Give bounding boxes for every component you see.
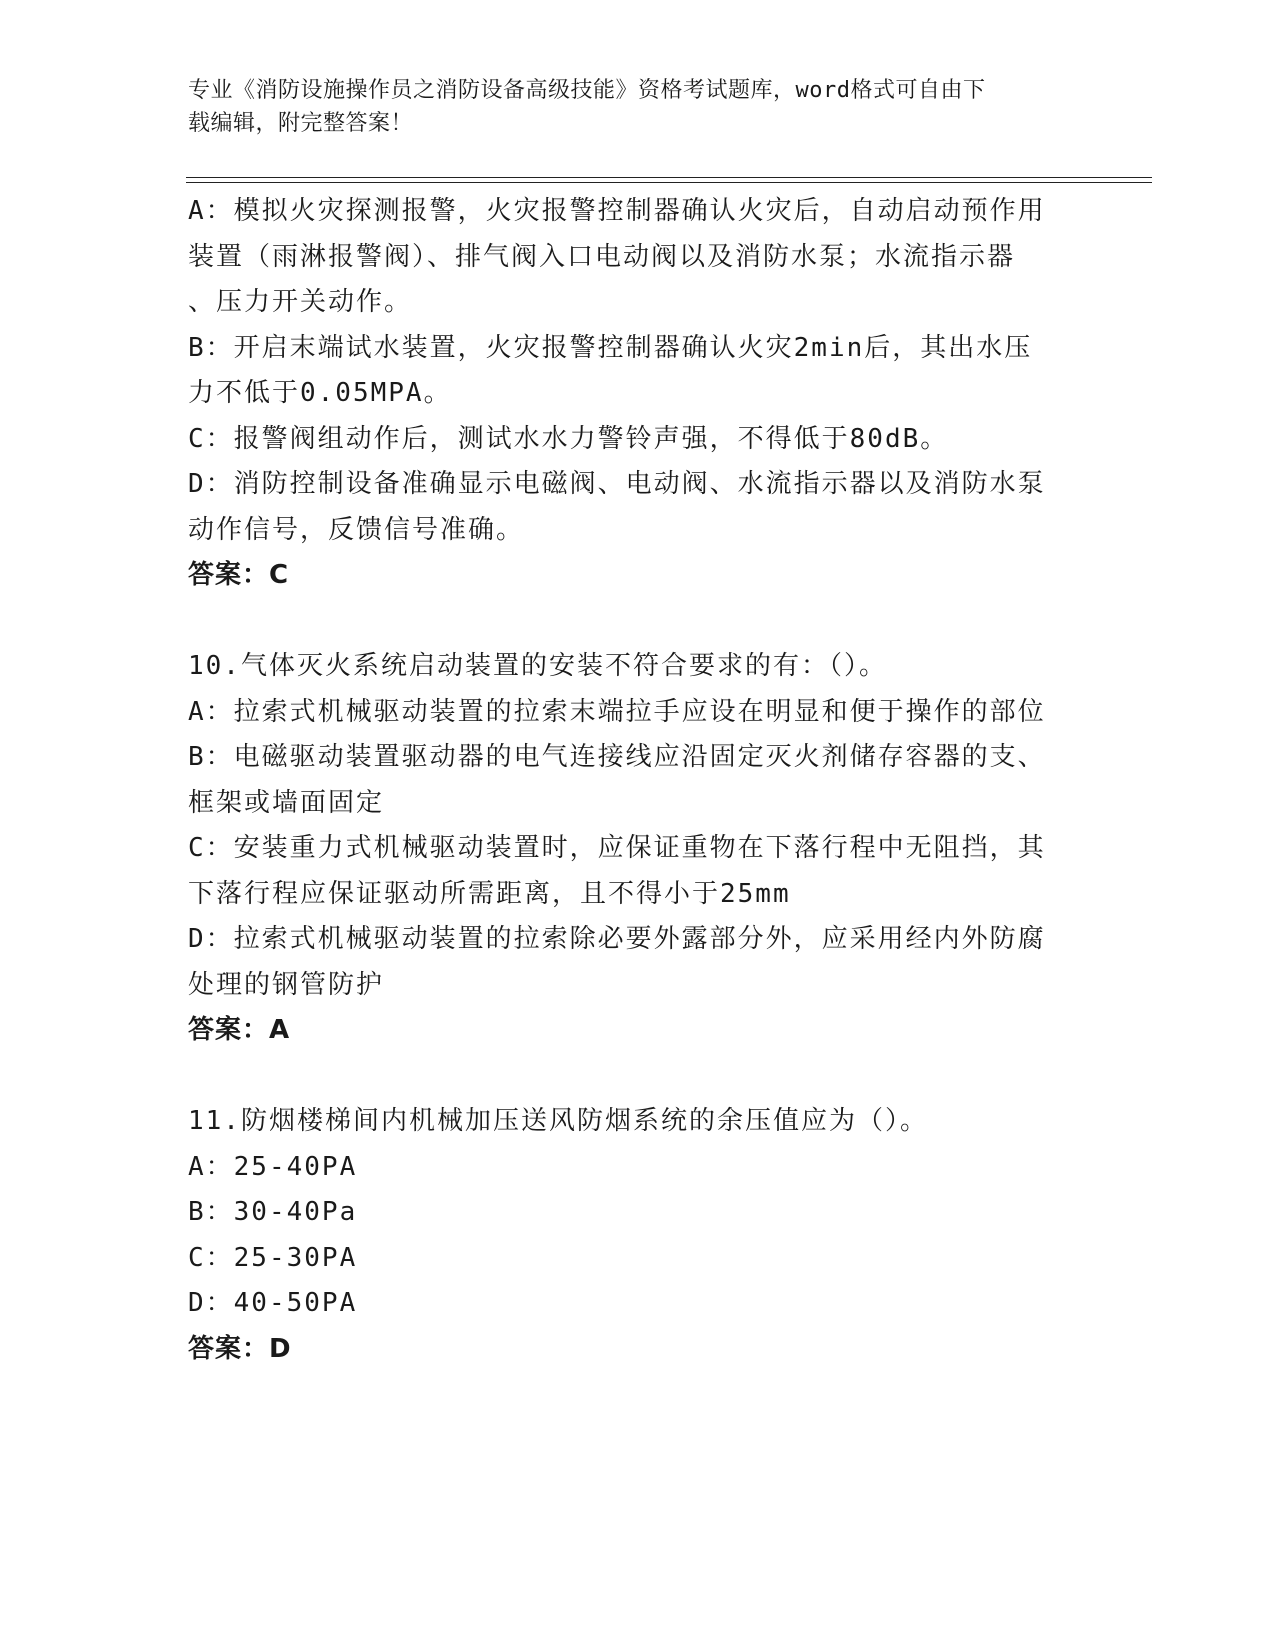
option-b-line: 力不低于0.05MPA。 [188, 378, 452, 408]
option-b-line: B：30-40Pa [188, 1197, 358, 1227]
question-10-block [188, 644, 1088, 1054]
question-text: 11.防烟楼梯间内机械加压送风防烟系统的余压值应为（）。 [188, 1106, 928, 1136]
header-divider-bottom [186, 182, 1152, 183]
option-d-line: 动作信号，反馈信号准确。 [188, 514, 525, 545]
option-c-line: C：报警阀组动作后，测试水水力警铃声强，不得低于80dB。 [188, 423, 949, 454]
answer-line: 答案：D [188, 1333, 292, 1364]
option-d-line: 处理的钢管防护 [188, 969, 385, 1000]
header-divider-top [186, 177, 1152, 178]
question-spacer [188, 1054, 1088, 1100]
option-b-line: 框架或墙面固定 [188, 787, 385, 818]
question-spacer [188, 599, 1088, 645]
option-a-line: A：模拟火灾探测报警，火灾报警控制器确认火灾后，自动启动预作用 [188, 196, 1046, 226]
option-d-line: D：40-50PA [188, 1288, 358, 1318]
question-11-block [188, 1099, 1088, 1372]
option-a-line: 装置（雨淋报警阀）、排气阀入口电动阀以及消防水泵；水流指示器 [188, 241, 1016, 272]
option-b-line: B：开启末端试水装置，火灾报警控制器确认火灾2min后，其出水压 [188, 332, 1033, 363]
option-c-line: 下落行程应保证驱动所需距离，且不得小于25mm [188, 878, 791, 909]
option-d-line: D：消防控制设备准确显示电磁阀、电动阀、水流指示器以及消防水泵 [188, 469, 1046, 499]
option-d-line: D：拉索式机械驱动装置的拉索除必要外露部分外，应采用经内外防腐 [188, 924, 1046, 954]
option-a-line: A：25-40PA [188, 1151, 358, 1182]
option-a-line: 、压力开关动作。 [188, 287, 413, 317]
option-c-line: C：安装重力式机械驱动装置时，应保证重物在下落行程中无阻挡，其 [188, 833, 1046, 863]
option-a-line: A：拉索式机械驱动装置的拉索末端拉手应设在明显和便于操作的部位 [188, 696, 1046, 727]
header-line-1: 专业《消防设施操作员之消防设备高级技能》资格考试题库，word格式可自由下 [188, 78, 986, 103]
document-header [188, 74, 1068, 140]
question-text: 10.气体灭火系统启动装置的安装不符合要求的有：（）。 [188, 651, 887, 681]
option-c-line: C：25-30PA [188, 1242, 358, 1273]
question-9-block [188, 189, 1088, 599]
answer-line: 答案：C [188, 560, 290, 590]
question-content [188, 189, 1088, 1372]
option-b-line: B：电磁驱动装置驱动器的电气连接线应沿固定灭火剂储存容器的支、 [188, 742, 1046, 772]
answer-line: 答案：A [188, 1015, 291, 1045]
header-line-2: 载编辑，附完整答案！ [188, 111, 414, 136]
